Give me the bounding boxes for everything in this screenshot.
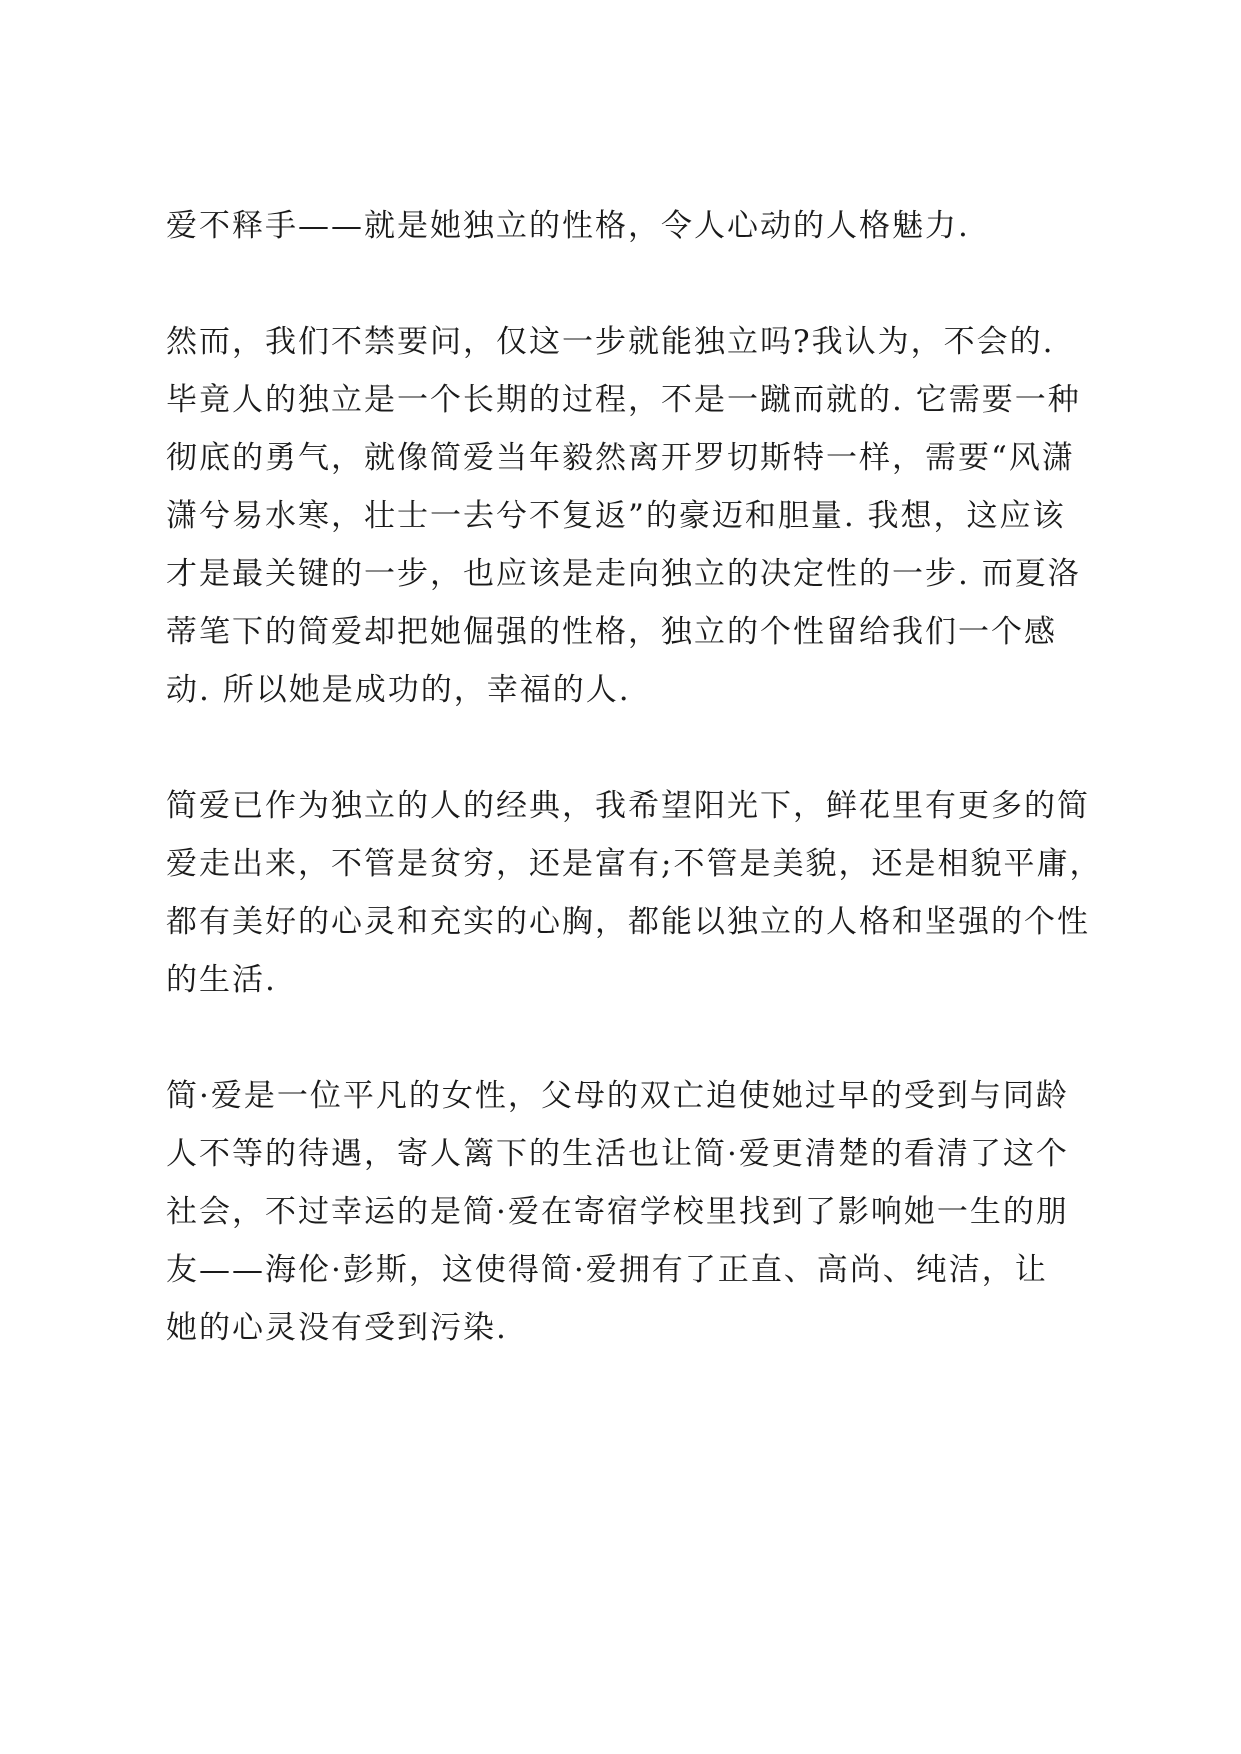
text-line: 她的心灵没有受到污染. bbox=[166, 1310, 508, 1346]
text-line: 彻底的勇气，就像简爱当年毅然离开罗切斯特一样，需要“风潇 bbox=[166, 440, 1075, 476]
text-line: 爱不释手——就是她独立的性格，令人心动的人格魅力. bbox=[166, 208, 970, 244]
text-line: 潇兮易水寒，壮士一去兮不复返”的豪迈和胆量. 我想，这应该 bbox=[166, 498, 1066, 534]
text-line: 简·爱是一位平凡的女性，父母的双亡迫使她过早的受到与同龄 bbox=[166, 1078, 1069, 1114]
text-line: 友——海伦·彭斯，这使得简·爱拥有了正直、高尚、纯洁，让 bbox=[166, 1252, 1048, 1288]
text-line: 爱走出来，不管是贫穷，还是富有;不管是美貌，还是相貌平庸， bbox=[166, 846, 1103, 882]
text-line: 然而，我们不禁要问，仅这一步就能独立吗?我认为，不会的. bbox=[166, 324, 1055, 360]
text-line: 的生活. bbox=[166, 962, 277, 998]
text-line: 动. 所以她是成功的，幸福的人. bbox=[166, 672, 631, 708]
text-line: 才是最关键的一步，也应该是走向独立的决定性的一步. 而夏洛 bbox=[166, 556, 1081, 592]
text-line: 简爱已作为独立的人的经典，我希望阳光下，鲜花里有更多的简 bbox=[166, 788, 1090, 824]
text-line: 毕竟人的独立是一个长期的过程，不是一蹴而就的. 它需要一种 bbox=[166, 382, 1081, 418]
text-line: 人不等的待遇，寄人篱下的生活也让简·爱更清楚的看清了这个 bbox=[166, 1136, 1069, 1172]
text-line: 蒂笔下的简爱却把她倔强的性格，独立的个性留给我们一个感 bbox=[166, 614, 1057, 650]
text-line: 社会，不过幸运的是简·爱在寄宿学校里找到了影响她一生的朋 bbox=[166, 1194, 1069, 1230]
text-line: 都有美好的心灵和充实的心胸，都能以独立的人格和坚强的个性 bbox=[166, 904, 1090, 940]
